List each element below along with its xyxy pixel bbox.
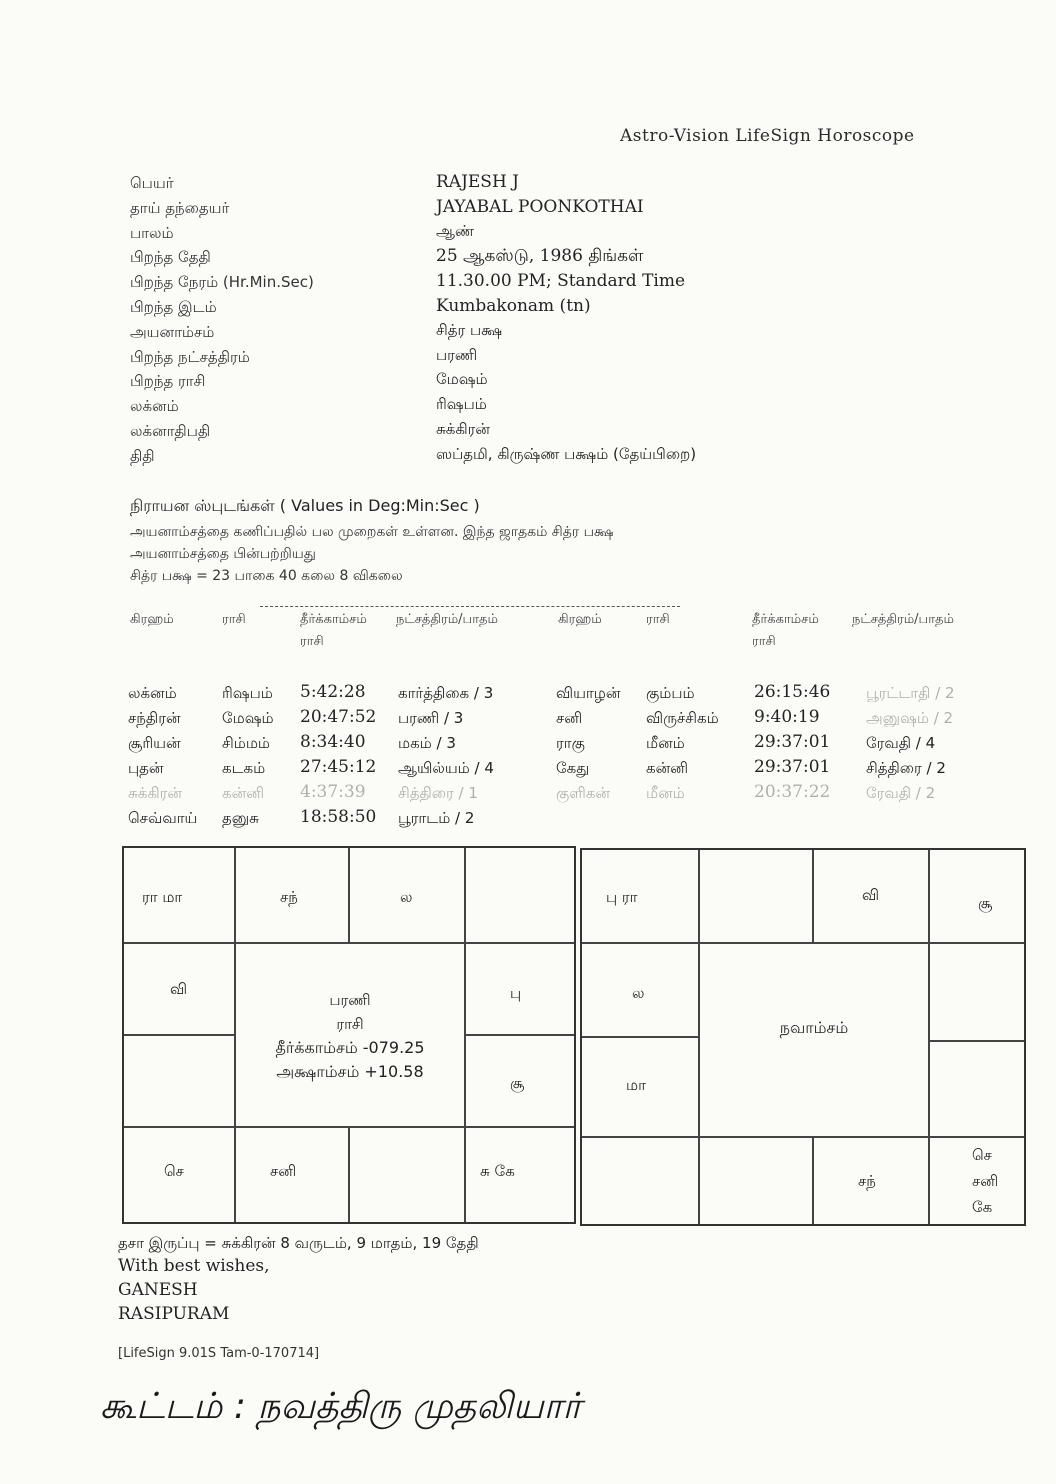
rasi-cell-dhanusu: செ [164,1162,184,1180]
navamsa-cell-meenam: பு ரா [606,888,638,906]
table-cell-planet: சந்திரன் [128,709,181,727]
rasi-cell-viruchigam: சனி [270,1162,297,1180]
table-cell-planet: ராகு [556,734,585,752]
dasa-balance: தசா இருப்பு = சுக்கிரன் 8 வருடம், 9 மாதம், 19 தேதி [118,1234,479,1252]
table-cell-longitude: 8:34:40 [300,732,366,752]
table-cell-star: சித்திரை / 2 [866,759,946,777]
col-header-longitude-2: தீர்க்காம்சம் [752,612,819,627]
rasi-cell-meenam: ரா மா [142,888,183,906]
table-cell-rasi: கன்னி [646,759,689,777]
col-header-star-2: நட்சத்திரம்/பாதம் [852,612,954,627]
rasi-center-star: பரணி [329,991,371,1009]
handwritten-note-text: கூட்டம் : நவத்திரு முதலியார் [100,1386,582,1427]
handwritten-note [100,1372,760,1446]
nirayana-note-2: அயனாம்சத்தை பின்பற்றியது [130,546,316,562]
table-cell-rasi: மேஷம் [222,709,274,727]
table-cell-longitude: 29:37:01 [754,757,831,777]
table-cell-planet: சூரியன் [128,734,181,752]
table-cell-rasi: மீனம் [646,734,685,752]
detail-value: 25 ஆகஸ்டு, 1986 திங்கள் [436,246,644,266]
detail-value: RAJESH J [436,172,519,192]
table-divider [260,606,680,607]
navamsa-kanni-item: சனி [972,1172,999,1190]
detail-label: லக்னம் [130,397,179,415]
detail-value: 11.30.00 PM; Standard Time [436,271,686,291]
table-cell-rasi: சிம்மம் [222,734,270,752]
table-cell-planet: வியாழன் [556,684,621,702]
table-cell-planet: சுக்கிரன் [128,784,182,802]
navamsa-center-title: நவாம்சம் [779,1018,849,1037]
table-cell-rasi: ரிஷபம் [222,684,273,702]
rasi-cell-kadagam: பு [510,984,522,1002]
table-cell-planet: லக்னம் [128,684,177,702]
navamsa-cell-rishabam: வி [862,886,880,904]
table-cell-planet: செவ்வாய் [128,809,198,827]
table-cell-star: ரேவதி / 4 [866,734,936,752]
col-header-longitude: தீர்க்காம்சம் [300,612,367,627]
detail-value: சித்ர பக்ஷ [436,321,503,339]
rasi-center-title: ராசி [336,1015,364,1033]
detail-label: பிறந்த தேதி [130,248,211,266]
table-cell-longitude: 29:37:01 [754,732,831,752]
col-header-longitude-sub: ராசி [300,634,324,649]
detail-value: பரணி [436,346,478,364]
detail-value: சுக்கிரன் [436,420,490,438]
table-cell-planet: கேது [556,759,590,777]
table-cell-longitude: 20:47:52 [300,707,377,727]
table-cell-rasi: கடகம் [222,759,266,777]
navamsa-kanni-item: கே [972,1198,993,1216]
detail-value: ஸப்தமி, கிருஷ்ண பக்ஷம் (தேய்பிறை) [436,445,697,463]
table-cell-longitude: 5:42:28 [300,682,366,702]
table-cell-longitude: 27:45:12 [300,757,377,777]
astrologer-name: GANESH [118,1280,198,1300]
col-header-star: நட்சத்திரம்/பாதம் [396,612,498,627]
software-version: [LifeSign 9.01S Tam-0-170714] [118,1346,320,1361]
navamsa-kanni-item: செ [972,1146,992,1164]
detail-label: தாய் தந்தையர் [130,199,230,217]
navamsa-cell-kanni [972,1142,998,1220]
table-cell-planet: குளிகன் [556,784,610,802]
col-header-planet: கிரஹம் [130,612,174,627]
table-cell-longitude: 18:58:50 [300,807,377,827]
table-cell-longitude: 4:37:39 [300,782,366,802]
rasi-cell-mesham: சந் [280,888,298,906]
astrologer-place: RASIPURAM [118,1304,230,1324]
rasi-center-latitude: அக்ஷாம்சம் +10.58 [276,1062,424,1081]
detail-label: பெயர் [130,174,174,192]
col-header-rasi: ராசி [222,612,246,627]
nirayana-heading: நிராயன ஸ்புடங்கள் ( Values in Deg:Min:Sec ) [130,496,480,515]
detail-label: லக்னாதிபதி [130,422,211,440]
detail-value: Kumbakonam (tn) [436,296,591,316]
table-cell-star: பூரட்டாதி / 2 [866,684,955,702]
table-cell-star: சித்திரை / 1 [398,784,478,802]
col-header-planet-2: கிரஹம் [558,612,602,627]
col-header-longitude-sub-2: ராசி [752,634,776,649]
nirayana-note-1: அயனாம்சத்தை கணிப்பதில் பல முறைகள் உள்ளன. இந்த ஜாதகம் சித்ர பக்ஷ [130,524,614,540]
detail-label: அயனாம்சம் [130,323,215,341]
navamsa-chart [580,848,1026,1226]
detail-value: ரிஷபம் [436,395,487,413]
detail-label: பாலம் [130,224,174,242]
document-title: Astro-Vision LifeSign Horoscope [620,126,915,146]
table-cell-star: பூராடம் / 2 [398,809,475,827]
rasi-cell-kumbam: வி [170,980,188,998]
table-cell-planet: சனி [556,709,583,727]
table-cell-star: பரணி / 3 [398,709,464,727]
rasi-cell-rishabam: ல [400,888,413,906]
navamsa-cell-kumbam: ல [632,984,645,1002]
nirayana-note-3: சித்ர பக்ஷ = 23 பாகை 40 கலை 8 விகலை [130,568,403,584]
table-cell-star: ரேவதி / 2 [866,784,936,802]
table-cell-star: மகம் / 3 [398,734,456,752]
table-cell-rasi: தனுசு [222,809,259,827]
detail-value: ஆண் [436,222,475,240]
rasi-chart [122,846,576,1224]
wishes-line: With best wishes, [118,1256,270,1276]
rasi-center-longitude: தீர்க்காம்சம் -079.25 [275,1038,425,1057]
table-cell-rasi: கும்பம் [646,684,695,702]
detail-value: மேஷம் [436,370,488,388]
navamsa-cell-makaram: மா [626,1076,646,1094]
table-cell-star: அனுஷம் / 2 [866,709,954,727]
navamsa-cell-thulam: சந் [858,1172,876,1190]
rasi-cell-kanni: சு கே [480,1162,515,1180]
detail-label: பிறந்த நேரம் (Hr.Min.Sec) [130,273,314,291]
detail-value: JAYABAL POONKOTHAI [436,197,644,217]
table-cell-longitude: 20:37:22 [754,782,831,802]
table-cell-star: ஆயில்யம் / 4 [398,759,494,777]
detail-label: பிறந்த நட்சத்திரம் [130,348,250,366]
detail-label: பிறந்த இடம் [130,298,217,316]
col-header-rasi-2: ராசி [646,612,670,627]
handwritten-note-svg [100,1372,760,1442]
table-cell-rasi: விருச்சிகம் [646,709,719,727]
detail-label: திதி [130,447,155,465]
table-cell-planet: புதன் [128,759,164,777]
table-cell-longitude: 26:15:46 [754,682,831,702]
detail-label: பிறந்த ராசி [130,372,206,390]
rasi-cell-simmam: சூ [510,1074,525,1092]
navamsa-cell-midhunam: சூ [978,894,993,912]
table-cell-rasi: கன்னி [222,784,265,802]
table-cell-longitude: 9:40:19 [754,707,820,727]
table-cell-star: கார்த்திகை / 3 [398,684,494,702]
table-cell-rasi: மீனம் [646,784,685,802]
rasi-center [236,988,464,1084]
